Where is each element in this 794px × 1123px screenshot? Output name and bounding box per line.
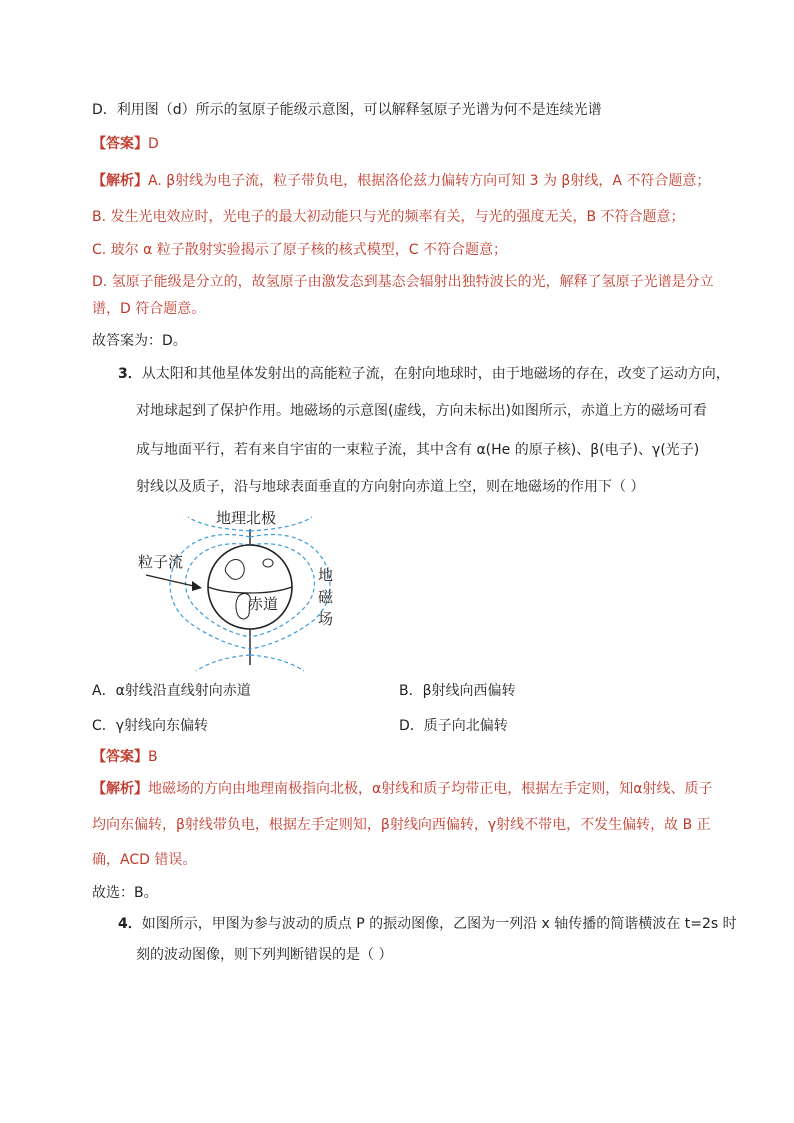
particle-arrow-line: [146, 575, 198, 587]
q3-stem-line-4: 射线以及质子，沿与地球表面垂直的方向射向赤道上空，则在地磁场的作用下（ ）: [136, 479, 645, 495]
q3-answer-line: [92, 747, 158, 767]
q3-conclusion: 故选：B。: [92, 885, 158, 901]
analysis-d2-prev: 谱，D 符合题意。: [92, 301, 206, 317]
earth-magnetic-field-figure: [130, 505, 370, 675]
analysis-b-prev: B. 发生光电效应时，光电子的最大初动能只与光的频率有关，与光的强度无关，B 不符合题意；: [92, 209, 685, 225]
field-label-char-3: 场: [318, 610, 334, 628]
q3-analysis-tag: 【解析】: [92, 781, 148, 797]
q3-option-b: B．β射线向西偏转: [399, 683, 516, 699]
field-label-char-2: 磁: [318, 588, 334, 606]
particle-arrow-head: [192, 581, 202, 591]
analysis-a-prev: [92, 171, 710, 191]
analysis-d1-prev: D. 氢原子能级是分立的，故氢原子由激发态到基态会辐射出独特波长的光，解释了氢原子光谱是分立: [92, 274, 714, 290]
q3-option-d: D．质子向北偏转: [399, 718, 508, 734]
earth-globe: [208, 545, 292, 629]
analysis-c-prev: C. 玻尔 α 粒子散射实验揭示了原子核的核式模型，C 不符合题意；: [92, 242, 508, 258]
q3-answer-value: B: [148, 749, 158, 765]
q3-analysis-line-2: 均向东偏转，β射线带负电，根据左手定则知，β射线向西偏转，γ射线不带电，不发生偏转，故 B 正: [92, 817, 711, 833]
q3-stem-1: 从太阳和其他星体发射出的高能粒子流，在射向地球时，由于地磁场的存在，改变了运动方向，: [141, 366, 730, 382]
answer-line-prev: [92, 134, 159, 154]
q4-stem-line-2: 刻的波动图像，则下列判断错误的是（ ）: [136, 947, 393, 963]
q4-stem-line-1: [118, 914, 737, 934]
q4-stem-1: 如图所示，甲图为参与波动的质点 P 的振动图像，乙图为一列沿 x 轴传播的简谐横波在 t=2s 时: [141, 916, 737, 932]
q4-number: 4．: [118, 916, 142, 932]
q3-stem-line-2: 对地球起到了保护作用。地磁场的示意图(虚线，方向未标出)如图所示，赤道上方的磁场可看: [136, 403, 707, 419]
conclusion-prev: 故答案为：D。: [92, 333, 187, 349]
answer-value: D: [148, 136, 159, 152]
q3-option-c: C．γ射线向东偏转: [92, 718, 209, 734]
q3-stem-line-1: [118, 364, 730, 384]
analysis-tag: 【解析】: [92, 173, 148, 189]
q3-analysis-line-3: 确，ACD 错误。: [92, 852, 197, 868]
option-d-prev: D．利用图（d）所示的氢原子能级示意图，可以解释氢原子光谱为何不是连续光谱: [92, 102, 602, 118]
q3-number: 3．: [118, 366, 142, 382]
q3-answer-tag: 【答案】: [92, 749, 148, 765]
analysis-a-text: A. β射线为电子流，粒子带负电，根据洛伦兹力偏转方向可知 3 为 β射线，A 不符合题意；: [148, 173, 711, 189]
q3-analysis-1: 地磁场的方向由地理南极指向北极，α射线和质子均带正电，根据左手定则，知α射线、质子: [148, 781, 713, 797]
answer-tag: 【答案】: [92, 136, 148, 152]
q3-analysis-line-1: [92, 779, 712, 799]
field-label-char-1: 地: [318, 566, 334, 584]
q3-option-a: A．α射线沿直线射向赤道: [92, 683, 251, 699]
q3-stem-line-3: 成与地面平行，若有来自宇宙的一束粒子流，其中含有 α(He 的原子核)、β(电子)、γ(光子): [136, 442, 700, 458]
north-pole-label: 地理北极: [216, 509, 277, 527]
particle-stream-label: 粒子流: [138, 553, 184, 571]
equator-label: 赤道: [248, 595, 279, 613]
